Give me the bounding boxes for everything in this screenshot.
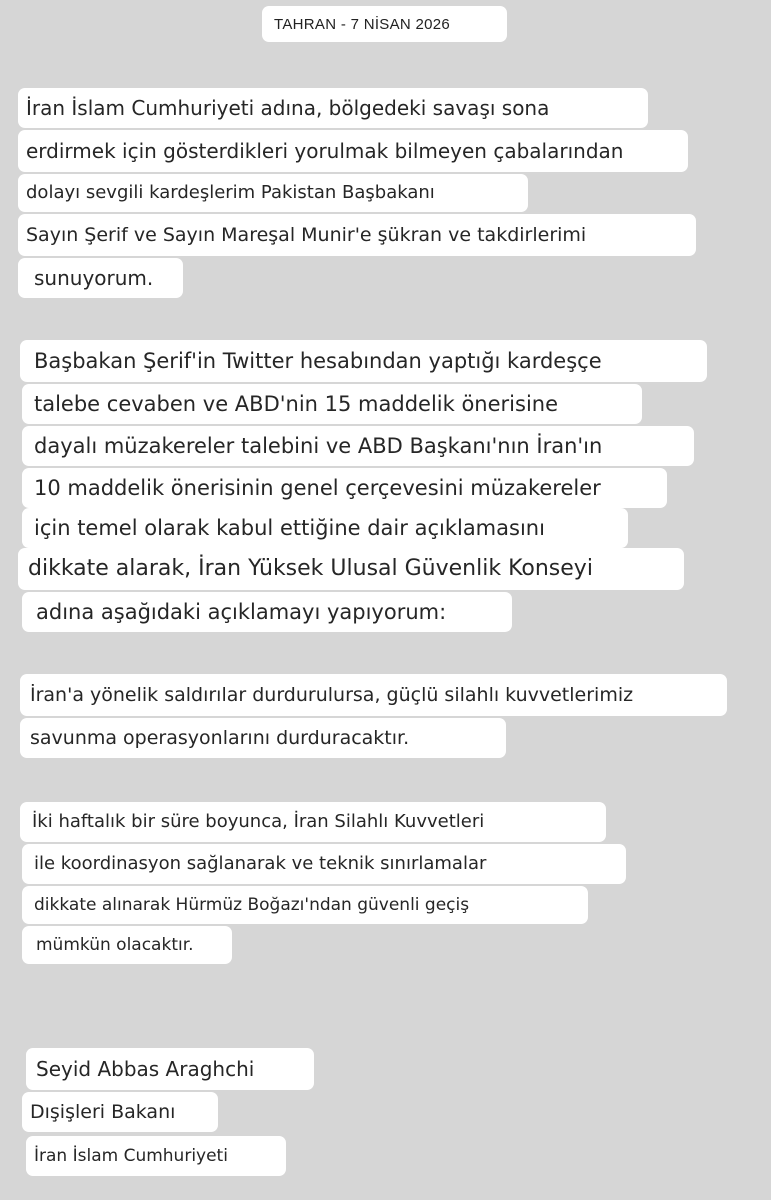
dateline: TAHRAN - 7 NİSAN 2026 bbox=[262, 6, 507, 42]
paragraph-1-line-3: dolayı sevgili kardeşlerim Pakistan Başbakanı bbox=[18, 174, 528, 212]
paragraph-1-line-4: Sayın Şerif ve Sayın Mareşal Munir'e şükran ve takdirlerimi bbox=[18, 214, 696, 256]
signature-country: İran İslam Cumhuriyeti bbox=[26, 1136, 286, 1176]
paragraph-1-line-5: sunuyorum. bbox=[18, 258, 183, 298]
paragraph-2-line-6: dikkate alarak, İran Yüksek Ulusal Güvenlik Konseyi bbox=[18, 548, 684, 590]
paragraph-3-line-2: savunma operasyonlarını durduracaktır. bbox=[20, 718, 506, 758]
signature-position: Dışişleri Bakanı bbox=[22, 1092, 218, 1132]
paragraph-4-line-1: İki haftalık bir süre boyunca, İran Silahlı Kuvvetleri bbox=[20, 802, 606, 842]
paragraph-1-line-1: İran İslam Cumhuriyeti adına, bölgedeki savaşı sona bbox=[18, 88, 648, 128]
paragraph-4-line-4: mümkün olacaktır. bbox=[22, 926, 232, 964]
paragraph-2-line-1: Başbakan Şerif'in Twitter hesabından yaptığı kardeşçe bbox=[20, 340, 707, 382]
paragraph-4-line-3: dikkate alınarak Hürmüz Boğazı'ndan güvenli geçiş bbox=[22, 886, 588, 924]
paragraph-2-line-5: için temel olarak kabul ettiğine dair açıklamasını bbox=[22, 508, 628, 548]
paragraph-2-line-4: 10 maddelik önerisinin genel çerçevesini müzakereler bbox=[22, 468, 667, 508]
paragraph-2-line-7: adına aşağıdaki açıklamayı yapıyorum: bbox=[22, 592, 512, 632]
paragraph-2-line-2: talebe cevaben ve ABD'nin 15 maddelik önerisine bbox=[22, 384, 642, 424]
paragraph-3-line-1: İran'a yönelik saldırılar durdurulursa, güçlü silahlı kuvvetlerimiz bbox=[20, 674, 727, 716]
paragraph-4-line-2: ile koordinasyon sağlanarak ve teknik sınırlamalar bbox=[22, 844, 626, 884]
paragraph-1-line-2: erdirmek için gösterdikleri yorulmak bilmeyen çabalarından bbox=[18, 130, 688, 172]
paragraph-2-line-3: dayalı müzakereler talebini ve ABD Başkanı'nın İran'ın bbox=[22, 426, 694, 466]
signature-name: Seyid Abbas Araghchi bbox=[26, 1048, 314, 1090]
